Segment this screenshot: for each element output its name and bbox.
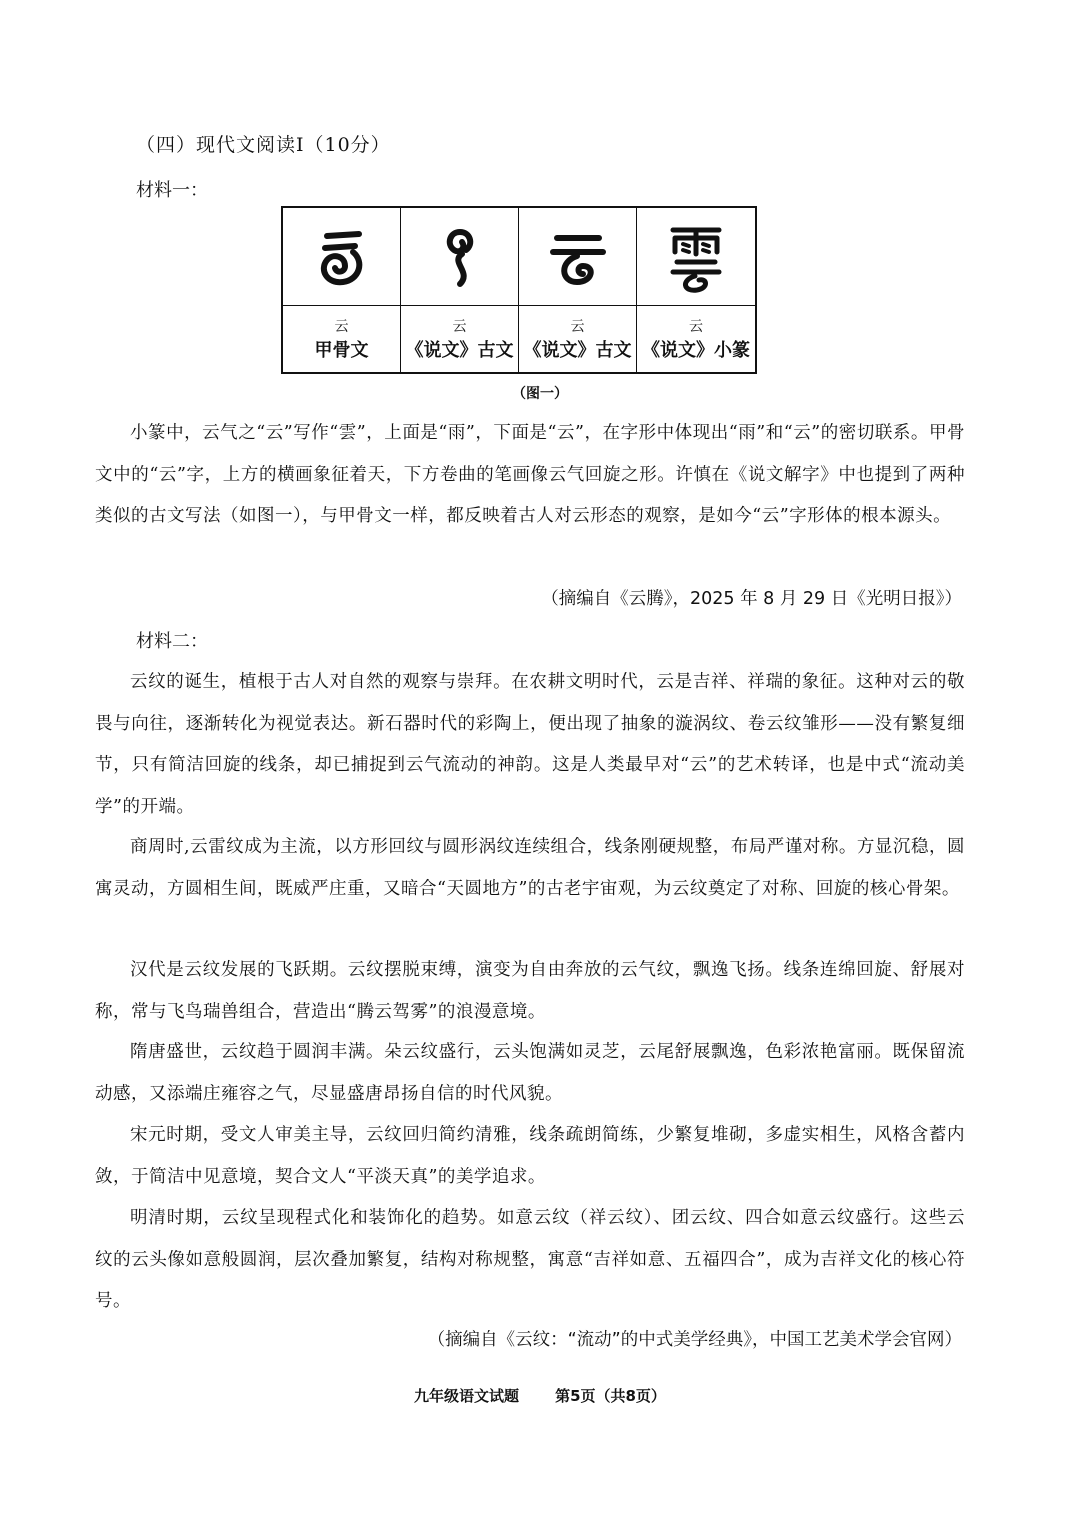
figure-script-name: 《说文》古文 [523,340,632,361]
material-two-paragraph: 宋元时期，受文人审美主导，云纹回归简约清雅，线条疏朗简练，少繁复堆砌，多虚实相生，风格含蓄内敛，于简洁中见意境，契合文人“平淡天真”的美学追求。 [95,1125,965,1187]
material-two-label: 材料二： [136,631,208,652]
figure-script-name: 《说文》小篆 [642,340,750,361]
figure-char: 云 [452,319,467,335]
figure-label-shuowen-ancient-2 [519,306,637,372]
figure-script-name: 《说文》古文 [405,340,514,361]
figure-script-name: 甲骨文 [314,340,369,361]
material-two-paragraph: 商周时,云雷纹成为主流，以方形回纹与圆形涡纹连续组合，线条刚硬规整，布局严谨对称。方显沉稳，圆寓灵动，方圆相生间，既威严庄重，又暗合“天圆地方”的古老宇宙观，为云纹奠定了对称、回旋的核心骨架。 [95,837,965,899]
oracle-bone-yun-icon [283,208,401,306]
page-footer [0,1385,1080,1406]
figure-label-shuowen-ancient-1 [401,306,519,372]
glyph-figure-table [281,206,757,374]
material-two-source: （摘编自《云纹：“流动”的中式美学经典》，中国工艺美术学会官网） [427,1330,962,1350]
footer-subject: 九年级语文试题 [414,1387,520,1405]
footer-page-number: 第5页（共8页） [555,1387,666,1405]
material-one-source: （摘编自《云腾》，2025 年 8 月 29 日《光明日报》） [541,589,962,609]
material-one-label: 材料一： [136,180,208,201]
material-two-paragraph: 云纹的诞生，植根于古人对自然的观察与崇拜。在农耕文明时代，云是吉祥、祥瑞的象征。这种对云的敬畏与向往，逐渐转化为视觉表达。新石器时代的彩陶上，便出现了抽象的漩涡纹、卷云纹雏形——没有繁复细节，只有简洁回旋的线条，却已捕捉到云气流动的神韵。这是人类最早对“云”的艺术转译，也是中式“流动美学”的开端。 [95,672,965,817]
figure-label-small-seal [637,306,755,372]
material-two-paragraph: 明清时期，云纹呈现程式化和装饰化的趋势。如意云纹（祥云纹）、团云纹、四合如意云纹盛行。这些云纹的云头像如意般圆润，层次叠加繁复，结构对称规整，寓意“吉祥如意、五福四合”，成为吉祥文化的核心符号。 [95,1208,965,1311]
shuowen-ancient-yun-1-icon [401,208,519,306]
figure-char: 云 [570,319,585,335]
figure-caption: （图一） [512,386,568,402]
section-title: （四）现代文阅读Ⅰ（10分） [136,134,391,156]
material-one-paragraph: 小篆中，云气之“云”写作“雲”，上面是“雨”，下面是“云”，在字形中体现出“雨”和“云”的密切联系。甲骨文中的“云”字，上方的横画象征着天，下方卷曲的笔画像云气回旋之形。许慎在《说文解字》中也提到了两种类似的古文写法（如图一），与甲骨文一样，都反映着古人对云形态的观察，是如今“云”字形体的根本源头。 [95,423,965,526]
material-two-paragraph: 隋唐盛世，云纹趋于圆润丰满。朵云纹盛行，云头饱满如灵芝，云尾舒展飘逸，色彩浓艳富丽。既保留流动感，又添端庄雍容之气，尽显盛唐昂扬自信的时代风貌。 [95,1042,965,1104]
figure-label-oracle-bone [283,306,401,372]
figure-char: 云 [689,319,703,335]
figure-char: 云 [334,319,349,335]
small-seal-yun-icon [637,208,755,306]
material-two-paragraph: 汉代是云纹发展的飞跃期。云纹摆脱束缚，演变为自由奔放的云气纹，飘逸飞扬。线条连绵回旋、舒展对称，常与飞鸟瑞兽组合，营造出“腾云驾雾”的浪漫意境。 [95,960,965,1022]
shuowen-ancient-yun-2-icon [519,208,637,306]
